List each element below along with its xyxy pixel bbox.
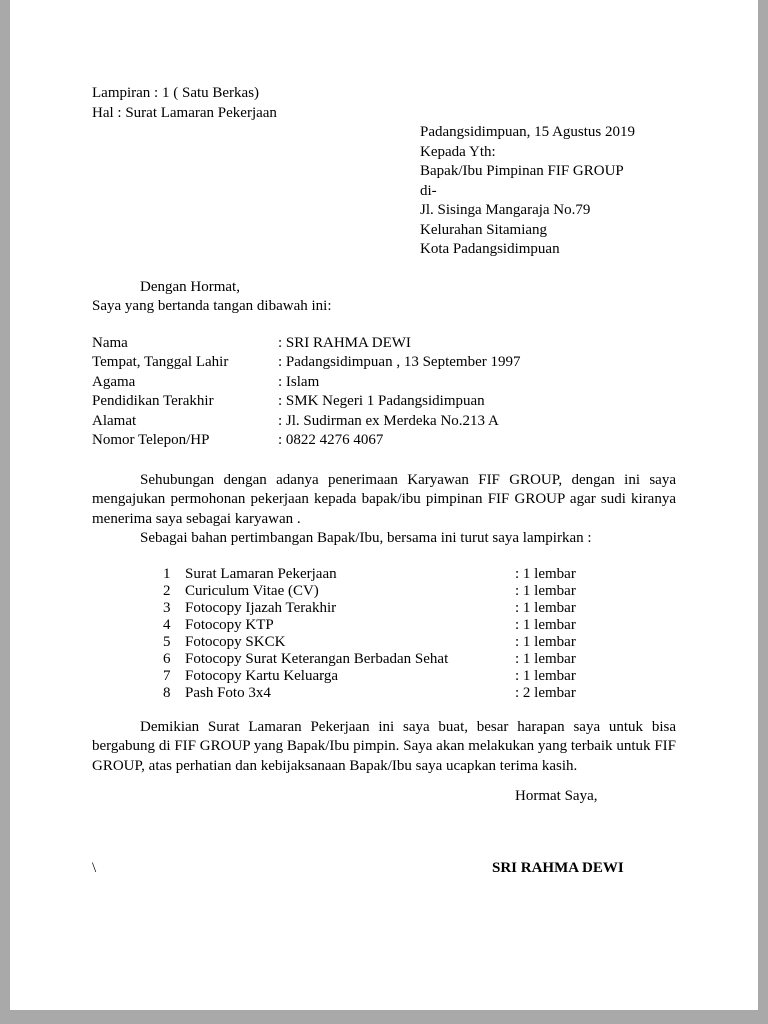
date-place-line: Padangsidimpuan, 15 Agustus 2019 xyxy=(420,124,636,140)
attachment-number: 1 xyxy=(163,565,171,582)
attachment-number: 6 xyxy=(163,650,171,667)
attachment-row xyxy=(92,600,676,617)
attachment-row xyxy=(92,634,676,651)
attachment-name: Pash Foto 3x4 xyxy=(185,684,271,701)
attachment-row xyxy=(92,617,676,634)
closing-paragraph: Demikian Surat Lamaran Pekerjaan ini saya buat, besar harapan saya untuk bisa bergabung di FIF GROUP yang Bapak/Ibu pimpin. Saya akan melakukan yang terbaik untuk FIF GROUP, atas perhatian dan kebijaksanaan Bapak/Ibu saya ucapkan terima kasih. xyxy=(92,718,676,774)
field-value: : SRI RAHMA DEWI xyxy=(278,334,411,351)
body-paragraph-2: Sebagai bahan pertimbangan Bapak/Ibu, bersama ini turut saya lampirkan : xyxy=(140,530,592,546)
field-value: : Padangsidimpuan , 13 September 1997 xyxy=(278,354,521,370)
attachment-number: 7 xyxy=(163,667,171,684)
attachment-number: 4 xyxy=(163,616,171,633)
attachment-qty: : 1 lembar xyxy=(515,667,576,684)
attachment-name: Fotocopy SKCK xyxy=(185,633,286,650)
field-row-agama xyxy=(92,373,676,393)
attachment-qty: : 2 lembar xyxy=(515,684,576,701)
field-value: : Islam xyxy=(278,373,320,390)
attachment-qty: : 1 lembar xyxy=(515,633,576,650)
kepada-line: Kepada Yth: xyxy=(420,143,496,160)
kota-line: Kota Padangsidimpuan xyxy=(420,241,560,257)
street-line: Jl. Sisinga Mangaraja No.79 xyxy=(420,202,591,218)
attachment-number: 3 xyxy=(163,599,171,616)
field-row-ttl xyxy=(92,353,676,373)
attachment-number: 5 xyxy=(163,633,171,650)
document-page xyxy=(10,0,758,1010)
attachment-name: Fotocopy Surat Keterangan Berbadan Sehat xyxy=(185,650,449,667)
attachment-row xyxy=(92,651,676,668)
attachment-number: 8 xyxy=(163,684,171,701)
attachment-row xyxy=(92,668,676,685)
attachment-row xyxy=(92,566,676,583)
body-paragraph-1: Sehubungan dengan adanya penerimaan Karyawan FIF GROUP, dengan ini saya mengajukan permohonan pekerjaan kepada bapak/ibu pimpinan FIF GROUP agar sudi kiranya menerima saya sebagai karyawan . xyxy=(92,471,676,527)
field-row-pendidikan xyxy=(92,392,676,412)
attachment-row xyxy=(92,685,676,702)
field-value: : SMK Negeri 1 Padangsidimpuan xyxy=(278,393,485,409)
field-label: Alamat xyxy=(92,412,137,429)
stray-backslash: \ xyxy=(92,859,97,876)
field-label: Agama xyxy=(92,373,136,390)
attachment-name: Fotocopy Kartu Keluarga xyxy=(185,667,339,684)
closing-salutation: Hormat Saya, xyxy=(515,788,598,804)
attachment-name: Surat Lamaran Pekerjaan xyxy=(185,565,337,582)
attachment-qty: : 1 lembar xyxy=(515,616,576,633)
personal-data-list xyxy=(92,334,676,451)
field-label: Tempat, Tanggal Lahir xyxy=(92,354,229,370)
attachment-name: Fotocopy Ijazah Terakhir xyxy=(185,599,337,616)
attachment-number: 2 xyxy=(163,582,171,599)
addressee-line: Bapak/Ibu Pimpinan FIF GROUP xyxy=(420,163,624,179)
kelurahan-line: Kelurahan Sitamiang xyxy=(420,221,548,238)
attachment-qty: : 1 lembar xyxy=(515,565,576,582)
attachment-list xyxy=(92,566,676,702)
intro-line: Saya yang bertanda tangan dibawah ini: xyxy=(92,298,332,314)
recipient-block xyxy=(420,123,676,260)
field-label: Nomor Telepon/HP xyxy=(92,432,210,448)
attachment-qty: : 1 lembar xyxy=(515,599,576,616)
di-line: di- xyxy=(420,182,437,199)
attachment-name: Curiculum Vitae (CV) xyxy=(185,582,319,599)
signature-row xyxy=(92,859,676,879)
field-row-nama xyxy=(92,334,676,354)
signature-name: SRI RAHMA DEWI xyxy=(492,859,624,876)
attachment-qty: : 1 lembar xyxy=(515,650,576,667)
field-label: Pendidikan Terakhir xyxy=(92,393,214,409)
field-label: Nama xyxy=(92,334,128,351)
attachment-name: Fotocopy KTP xyxy=(185,616,274,633)
salutation: Dengan Hormat, xyxy=(140,278,240,295)
field-row-telepon xyxy=(92,431,676,451)
hal-line: Hal : Surat Lamaran Pekerjaan xyxy=(92,104,277,121)
field-row-alamat xyxy=(92,412,676,432)
field-value: : 0822 4276 4067 xyxy=(278,432,384,448)
lampiran-line: Lampiran : 1 ( Satu Berkas) xyxy=(92,85,260,101)
attachment-qty: : 1 lembar xyxy=(515,582,576,599)
letter-header xyxy=(92,84,676,123)
field-value: : Jl. Sudirman ex Merdeka No.213 A xyxy=(278,412,499,429)
attachment-row xyxy=(92,583,676,600)
